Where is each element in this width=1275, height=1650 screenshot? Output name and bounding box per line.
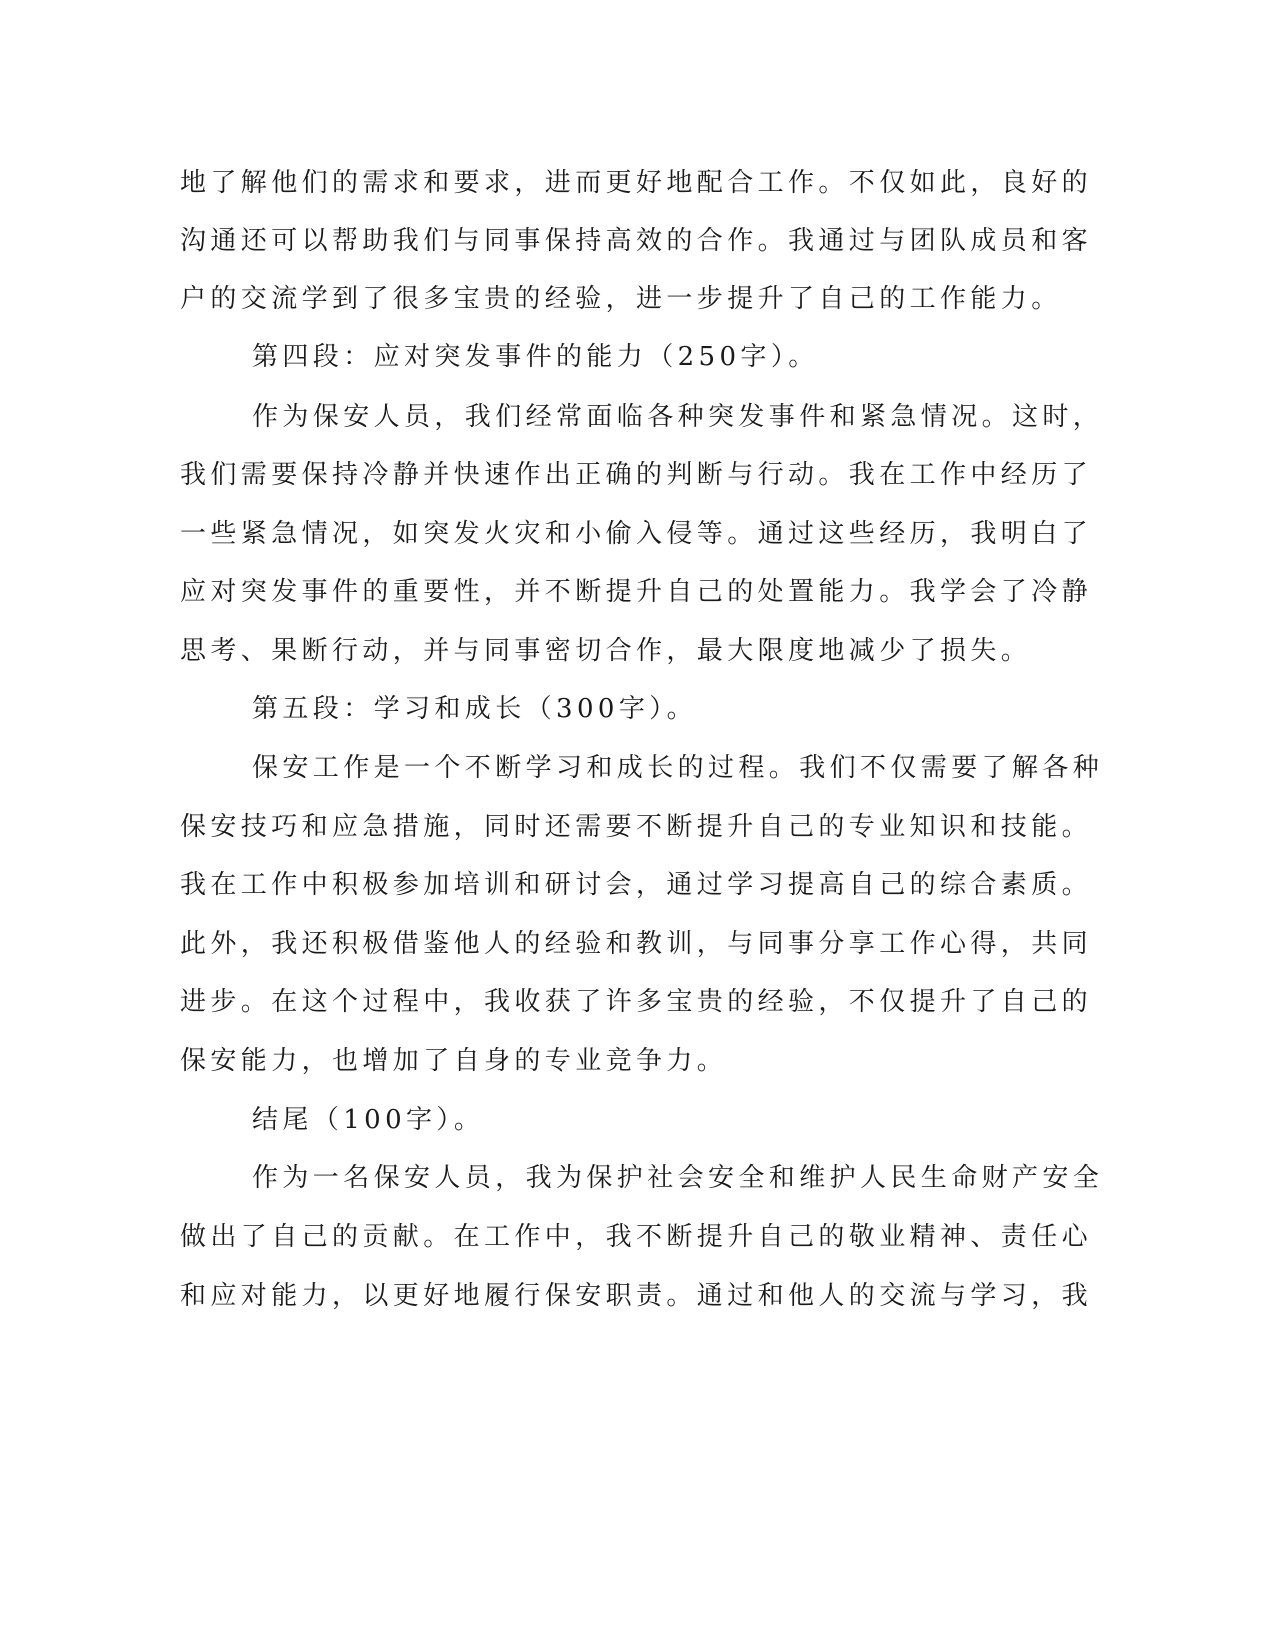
paragraph-line: 思考、果断行动，并与同事密切合作，最大限度地减少了损失。	[180, 636, 1032, 666]
paragraph-line: 此外，我还积极借鉴他人的经验和教训，与同事分享工作心得，共同	[180, 929, 1093, 959]
paragraph-line: 户的交流学到了很多宝贵的经验，进一步提升了自己的工作能力。	[180, 284, 1062, 314]
paragraph-line: 我们需要保持冷静并快速作出正确的判断与行动。我在工作中经历了	[180, 460, 1093, 490]
paragraph-line: 保安工作是一个不断学习和成长的过程。我们不仅需要了解各种	[252, 753, 1104, 783]
section-heading: 结尾（100字）。	[252, 1105, 485, 1135]
paragraph-line: 沟通还可以帮助我们与同事保持高效的合作。我通过与团队成员和客	[180, 226, 1093, 256]
paragraph-line: 应对突发事件的重要性，并不断提升自己的处置能力。我学会了冷静	[180, 577, 1093, 607]
paragraph-line: 作为保安人员，我们经常面临各种突发事件和紧急情况。这时，	[252, 402, 1104, 432]
paragraph-line: 我在工作中积极参加培训和研讨会，通过学习提高自己的综合素质。	[180, 870, 1093, 900]
paragraph-line: 地了解他们的需求和要求，进而更好地配合工作。不仅如此，良好的	[180, 168, 1093, 198]
paragraph-line: 保安能力，也增加了自身的专业竞争力。	[180, 1046, 728, 1076]
paragraph-line: 保安技巧和应急措施，同时还需要不断提升自己的专业知识和技能。	[180, 812, 1093, 842]
section-heading: 第四段：应对突发事件的能力（250字）。	[252, 342, 819, 372]
paragraph-line: 做出了自己的贡献。在工作中，我不断提升自己的敬业精神、责任心	[180, 1222, 1093, 1252]
section-heading: 第五段：学习和成长（300字）。	[252, 694, 698, 724]
paragraph-line: 和应对能力，以更好地履行保安职责。通过和他人的交流与学习，我	[180, 1281, 1093, 1311]
paragraph-line: 一些紧急情况，如突发火灾和小偷入侵等。通过这些经历，我明白了	[180, 519, 1093, 549]
paragraph-line: 进步。在这个过程中，我收获了许多宝贵的经验，不仅提升了自己的	[180, 987, 1093, 1017]
paragraph-line: 作为一名保安人员，我为保护社会安全和维护人民生命财产安全	[252, 1163, 1104, 1193]
